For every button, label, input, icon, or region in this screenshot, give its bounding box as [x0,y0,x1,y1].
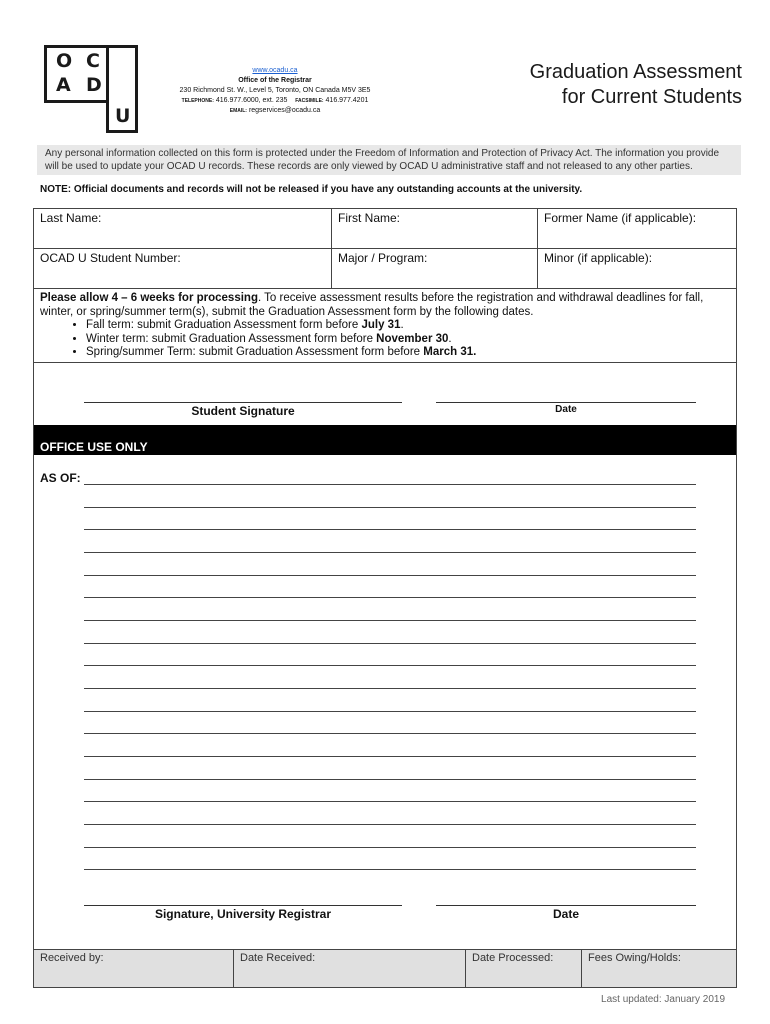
student-date-line[interactable] [436,402,696,403]
date-processed-field[interactable] [465,950,581,987]
major-field[interactable] [331,249,537,288]
office-note-line[interactable] [84,620,696,621]
registrar-contact [160,66,390,116]
office-note-line[interactable] [84,801,696,802]
registrar-date-line[interactable] [436,905,696,906]
last-updated: Last updated: January 2019 [601,994,725,1005]
assessment-form [33,208,737,988]
deadline-text: Fall term: submit Graduation Assessment form before [86,319,362,331]
telephone-label: TELEPHONE: [181,98,214,104]
fax-label: FACSIMILE: [295,98,324,104]
list-item [86,346,730,360]
office-note-line[interactable] [84,688,696,689]
last-name-label: Last Name: [40,211,102,225]
fees-owing-field[interactable] [581,950,738,987]
telephone: 416.977.6000, ext. 235 [215,97,288,104]
office-note-line[interactable] [84,597,696,598]
logo-letter-o: O [56,50,73,72]
logo-letter-u: U [115,105,131,127]
received-by-field[interactable] [34,950,233,987]
office-note-line[interactable] [84,711,696,712]
registrar-signature-line[interactable] [84,905,402,906]
deadline-text: Winter term: submit Graduation Assessment form before [86,332,377,345]
ocad-u-logo [44,45,138,133]
deadline-end: . [448,332,452,345]
title-line-1: Graduation Assessment [529,61,742,83]
address: 230 Richmond St. W., Level 5, Toronto, ON Canada M5V 3E5 [179,87,371,94]
office-note-line[interactable] [84,847,696,848]
processing-paragraph [40,292,730,319]
office-note-line[interactable] [84,575,696,576]
office-note-line[interactable] [84,484,696,485]
deadline-text: Spring/summer Term: submit Graduation Assessment form before [86,346,424,358]
privacy-notice: Any personal information collected on this form is protected under the Freedom of Information and Protection of Privacy Act. The information you provide will be used to update your OCAD U records. These records are only viewed by OCAD U administrative staff and not released to any other parties. [37,145,741,175]
date-received-label: Date Received: [240,952,316,964]
first-name-label: First Name: [338,211,401,225]
last-name-field[interactable] [34,209,331,248]
office-note-line[interactable] [84,779,696,780]
former-name-label: Former Name (if applicable): [544,211,697,225]
logo-letter-c: C [86,50,100,72]
office-note-line[interactable] [84,529,696,530]
office-note-line[interactable] [84,869,696,870]
program-row [34,249,736,289]
deadline-list [86,319,730,360]
email-line [160,106,390,116]
office-note-line[interactable] [84,756,696,757]
logo-letter-a: A [56,74,71,96]
office-note-line[interactable] [84,733,696,734]
date-processed-label: Date Processed: [472,952,554,964]
outstanding-accounts-note: NOTE: Official documents and records will not be released if you have any outstanding accounts at the university. [40,184,583,195]
deadline-end: . [400,319,404,331]
date-received-field[interactable] [233,950,465,987]
student-date-label: Date [555,404,577,415]
registrar-date-label: Date [552,907,579,921]
student-signature-label: Student Signature [191,404,295,418]
office-note-line[interactable] [84,552,696,553]
phone-fax-line [160,96,390,106]
office-note-line[interactable] [84,643,696,644]
major-label: Major / Program: [338,251,428,265]
email: regservices@ocadu.ca [248,107,321,114]
name-row [34,209,736,249]
student-signature-line[interactable] [84,402,402,403]
processing-record-row [34,949,736,987]
deadline-date: July 31 [361,319,401,331]
office-note-line[interactable] [84,824,696,825]
student-number-label: OCAD U Student Number: [40,251,181,265]
deadline-date: November 30 [376,332,449,345]
received-by-label: Received by: [40,952,104,964]
form-title [530,60,742,110]
logo-letter-d: D [86,74,102,96]
processing-bold: Please allow 4 – 6 weeks for processing [40,292,258,304]
office-note-line[interactable] [84,665,696,666]
former-name-field[interactable] [537,209,738,248]
list-item [86,319,730,333]
first-name-field[interactable] [331,209,537,248]
office-name: Office of the Registrar [238,77,312,84]
deadline-date: March 31. [423,346,477,358]
student-number-field[interactable] [34,249,331,288]
fax: 416.977.4201 [325,97,369,104]
list-item [86,333,730,347]
minor-field[interactable] [537,249,738,288]
office-note-line[interactable] [84,507,696,508]
registrar-signature-label: Signature, University Registrar [154,907,332,921]
title-line-2: for Current Students [561,86,742,108]
office-use-header: OFFICE USE ONLY [34,425,736,455]
website-link[interactable]: www.ocadu.ca [252,67,298,74]
as-of-label: AS OF: [40,471,81,485]
processing-rest: . To receive assessment results before the registration and withdrawal deadlines for fall, winter, or spring/summer term(s), submit the Graduation Assessment form by the following dates. [40,292,704,318]
minor-label: Minor (if applicable): [544,251,653,265]
processing-info [34,289,736,363]
email-label: EMAIL: [229,108,247,114]
fees-owing-label: Fees Owing/Holds: [588,952,681,964]
